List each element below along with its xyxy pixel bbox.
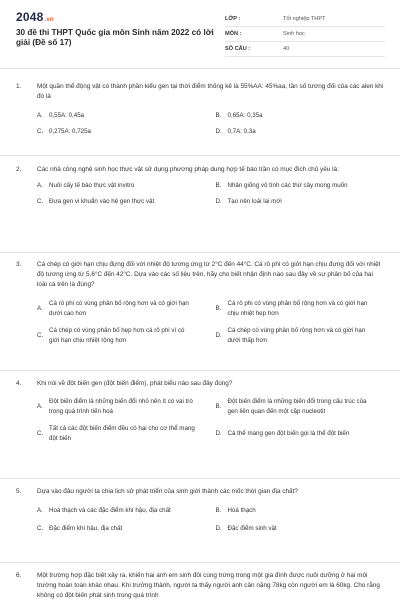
meta-key: LỚP : bbox=[225, 16, 241, 22]
question-number: 3. bbox=[16, 261, 22, 268]
divider bbox=[0, 155, 400, 156]
divider bbox=[0, 68, 400, 69]
option-b[interactable]: B. Cá rô phi có vùng phân bố rộng hơn và có giới hạn chịu nhiệt hẹp hơn bbox=[215, 300, 368, 317]
question-number: 4. bbox=[16, 380, 22, 387]
meta-value: Sinh học bbox=[283, 31, 305, 37]
logo-suffix: .vn bbox=[44, 17, 54, 23]
question-1 bbox=[16, 82, 384, 136]
exam-title: 30 đề thi THPT Quốc gia môn Sinh năm 2022 có lời giải (Đề số 17) bbox=[16, 28, 214, 47]
option-a[interactable]: A. 0,55A: 0,45a bbox=[37, 112, 85, 119]
option-c[interactable]: C. Tất cả các đột biến điểm đều có hại cho cơ thể mang đột biến bbox=[37, 425, 195, 442]
question-3 bbox=[16, 260, 384, 345]
option-c[interactable]: C. Cá chép có vùng phân bố hẹp hơn cá rô phi vì có giới hạn chịu nhiệt rộng hơn bbox=[37, 327, 185, 344]
meta-value: Tốt nghiệp THPT bbox=[283, 16, 326, 22]
question-text: Dựa vào đâu người ta chia lịch sử phát triển của sinh giới thành các mốc thời gian địa chất? bbox=[37, 488, 298, 495]
meta-row-count bbox=[225, 42, 385, 57]
exam-meta bbox=[225, 12, 385, 57]
question-text: Khi nói về đột biến gen (đột biến điểm), phát biểu nào sau đây đúng? bbox=[37, 380, 233, 387]
meta-row-class bbox=[225, 12, 385, 27]
option-a[interactable]: A. Cá rô phi có vùng phân bố rộng hơn và có giới hạn dưới cao hơn bbox=[37, 300, 189, 317]
question-number: 1. bbox=[16, 83, 22, 90]
divider bbox=[0, 252, 400, 253]
question-number: 6. bbox=[16, 572, 22, 579]
option-b[interactable]: B. 0,65A: 0,35a bbox=[215, 112, 263, 119]
option-c[interactable]: C. 0,275A: 0,725a bbox=[37, 127, 91, 135]
logo-main: 2048 bbox=[16, 10, 44, 24]
question-text: Các nhà công nghệ sinh học thực vật sử dụng phương pháp dung hợp tế bào trần có mục đích chủ yếu là: bbox=[37, 166, 339, 173]
option-c[interactable]: C. Đặc điểm khí hậu, địa chất bbox=[37, 524, 123, 532]
question-5 bbox=[16, 487, 384, 533]
meta-key: SỐ CÂU : bbox=[225, 46, 251, 52]
question-number: 5. bbox=[16, 488, 22, 495]
question-text: Một quần thể động vật có thành phần kiểu gen tại thời điểm thống kê là 55%AA: 45%aa, tần số tương đối của các alen khi đó là bbox=[37, 83, 384, 100]
divider bbox=[0, 478, 400, 479]
question-text: Cá chép có giới hạn chịu đựng đối với nhiệt độ tương ứng từ 2°C đến 44°C. Cá rô phi có giới hạn chịu đựng đối với nhiệt độ tương ứng từ 5,6°C đến 42°C. Dựa vào các số liệu trên, hãy cho biết nhận định nào sau đây về sự phân bố của hai loài cá trên là đúng? bbox=[37, 261, 381, 288]
question-4 bbox=[16, 379, 384, 443]
meta-value: 40 bbox=[283, 46, 290, 52]
option-d[interactable]: D. 0,7A: 0,3a bbox=[215, 127, 256, 135]
divider bbox=[0, 370, 400, 371]
question-2 bbox=[16, 165, 384, 206]
question-6 bbox=[16, 571, 384, 600]
meta-row-subject bbox=[225, 27, 385, 42]
meta-key: MÔN : bbox=[225, 31, 242, 37]
option-a[interactable]: A. Đột biến điểm là những biến đổi nhỏ nên ít có vai trò trong quá trình tiến hoá bbox=[37, 398, 193, 415]
option-b[interactable]: B. Nhân giống vô tính các thứ cây mong muốn bbox=[215, 182, 348, 189]
question-text: Một trường hợp đặc biệt xảy ra, khiến hai anh em sinh đôi cùng trứng trong một gia đình được nuôi dưỡng ở hai môi trường hoàn toàn khác nhau. Khi trưởng thành, người ta thấy người anh cân nặng 78kg còn người em là 60kg. Cho rằng không có đột biến phát sinh trong quá trình bbox=[37, 572, 380, 599]
question-number: 2. bbox=[16, 166, 22, 173]
option-b[interactable]: B. Hoá thạch bbox=[215, 507, 256, 514]
option-b[interactable]: B. Đột biến điểm là những biến đổi trong cấu trúc của gen liên quan đến một cặp nucleotit bbox=[215, 398, 367, 415]
option-d[interactable]: D. Cá chép có vùng phân bố rộng hơn và có giới hạn dưới thấp hơn bbox=[215, 327, 366, 344]
site-logo[interactable] bbox=[16, 10, 54, 24]
option-a[interactable]: A. Hoá thạch và các đặc điểm khí hậu, địa chất bbox=[37, 507, 171, 514]
divider bbox=[0, 562, 400, 563]
option-c[interactable]: C. Đưa gen vi khuẩn vào hệ gen thực vật bbox=[37, 197, 155, 205]
page-header bbox=[0, 0, 400, 60]
option-a[interactable]: A. Nuôi cấy tế bào thực vật invitro bbox=[37, 182, 135, 189]
option-d[interactable]: D. Cá thể mang gen đột biến gọi là thể đột biến bbox=[215, 429, 350, 437]
option-d[interactable]: D. Tạo nên loài lai mới bbox=[215, 197, 282, 205]
option-d[interactable]: D. Đặc điểm sinh vật bbox=[215, 524, 277, 532]
